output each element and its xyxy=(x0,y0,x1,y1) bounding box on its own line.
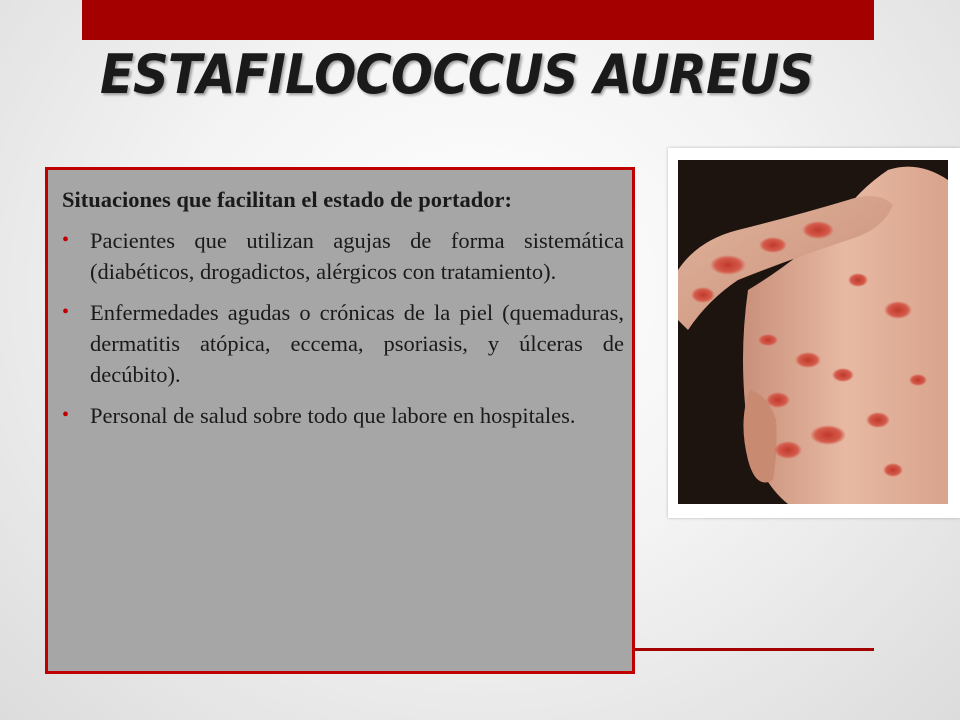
bullet-item xyxy=(62,297,624,390)
slide-title: ESTAFILOCOCCUS AUREUS xyxy=(100,43,814,106)
skin-lesion-photo xyxy=(678,160,948,504)
bullet-list xyxy=(62,225,624,431)
bullet-icon: • xyxy=(62,229,70,251)
content-heading: Situaciones que facilitan el estado de portador: xyxy=(62,187,512,212)
bullet-text: Personal de salud sobre todo que labore en hospitales. xyxy=(90,403,576,428)
bullet-icon: • xyxy=(62,404,70,426)
bullet-text: Enfermedades agudas o crónicas de la piel (quemaduras, dermatitis atópica, eccema, psoriasis, y úlceras de decúbito). xyxy=(90,300,624,387)
bottom-accent-line xyxy=(630,648,874,651)
bullet-item xyxy=(62,225,624,287)
bullet-item xyxy=(62,400,624,431)
photo-frame xyxy=(668,148,960,518)
bullet-text: Pacientes que utilizan agujas de forma sistemática (diabéticos, drogadictos, alérgicos con tratamiento). xyxy=(90,228,624,284)
top-accent-bar xyxy=(82,0,874,40)
content-box xyxy=(45,167,635,674)
bullet-icon: • xyxy=(62,301,70,323)
